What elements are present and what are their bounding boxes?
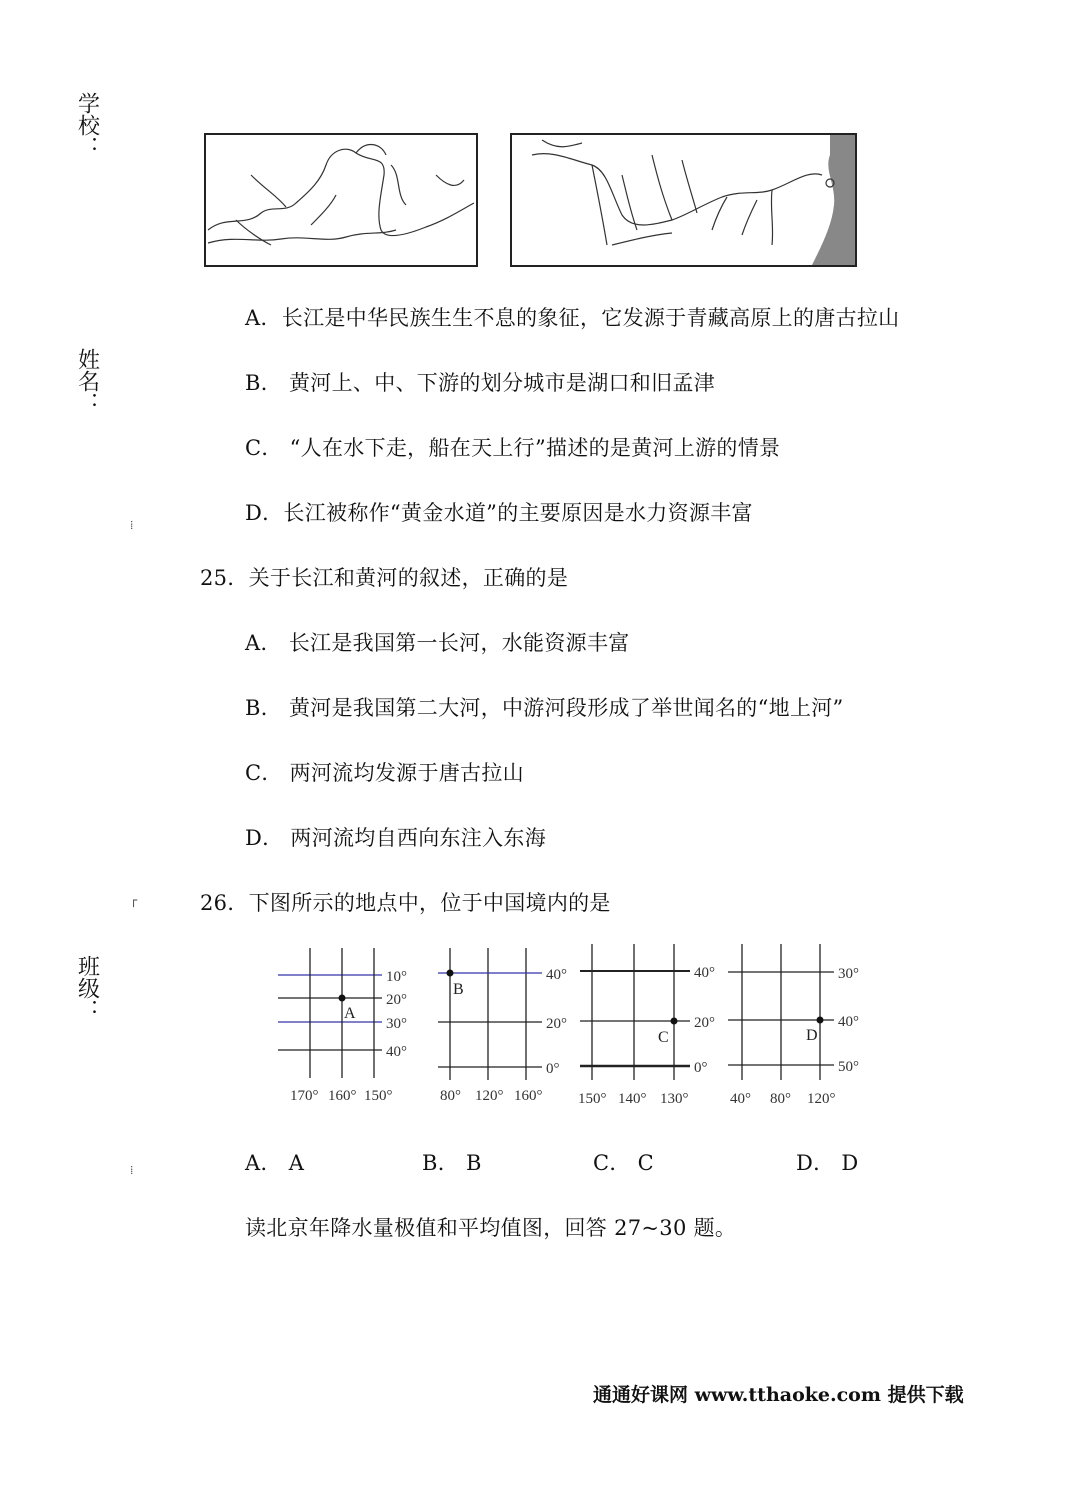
point-c-label: C xyxy=(658,1029,669,1046)
yangtze-river-map xyxy=(510,133,857,267)
q26-option-d: D． D xyxy=(796,1151,859,1175)
grid-b-lat: 20° xyxy=(546,1016,567,1032)
grid-a xyxy=(278,948,382,1078)
q24-option-c: C． “人在水下走，船在天上行”描述的是黄河上游的情景 xyxy=(245,436,781,460)
point-d-label: D xyxy=(806,1027,818,1044)
grid-b-lon: 80° xyxy=(440,1088,461,1104)
grid-a-lon: 160° xyxy=(328,1088,357,1104)
grid-b-lat: 0° xyxy=(546,1061,560,1077)
grid-c xyxy=(580,944,690,1080)
class-label: 班级： xyxy=(74,955,100,1021)
grid-a-lon: 150° xyxy=(364,1088,393,1104)
binding-mark: ┌ xyxy=(130,893,138,907)
q25-option-a: A． 长江是我国第一长河，水能资源丰富 xyxy=(245,631,630,655)
point-b-label: B xyxy=(453,981,464,998)
grid-c-lat: 40° xyxy=(694,965,715,981)
name-label: 姓名： xyxy=(74,348,100,414)
grid-d xyxy=(728,944,834,1080)
school-label: 学校： xyxy=(74,92,100,158)
point-a-marker xyxy=(339,995,346,1002)
grid-d-lon: 80° xyxy=(770,1091,791,1107)
point-a-label: A xyxy=(344,1005,356,1022)
q26-option-c: C． C xyxy=(593,1151,655,1175)
q24-option-a: A．长江是中华民族生生不息的象征，它发源于青藏高原上的唐古拉山 xyxy=(245,306,900,330)
q25-option-d: D． 两河流均自西向东注入东海 xyxy=(245,826,547,850)
binding-mark: ⁞ xyxy=(130,518,134,532)
grid-a-lat: 30° xyxy=(386,1016,407,1032)
q26-stem: 26．下图所示的地点中，位于中国境内的是 xyxy=(200,891,611,915)
grid-b-lat: 40° xyxy=(546,967,567,983)
grid-c-lon: 130° xyxy=(660,1091,689,1107)
grid-d-lon: 120° xyxy=(807,1091,836,1107)
q26-option-a: A． A xyxy=(245,1151,305,1175)
intro-27-30: 读北京年降水量极值和平均值图，回答 27~30 题。 xyxy=(245,1216,737,1240)
binding-mark: ⁞ xyxy=(130,1163,134,1177)
grid-c-lat: 20° xyxy=(694,1015,715,1031)
grid-a-lat: 10° xyxy=(386,969,407,985)
point-c-marker xyxy=(671,1018,678,1025)
point-d-marker xyxy=(817,1017,824,1024)
q25-option-b: B． 黄河是我国第二大河，中游河段形成了举世闻名的“地上河” xyxy=(245,696,844,720)
q25-stem: 25．关于长江和黄河的叙述，正确的是 xyxy=(200,566,569,590)
grid-c-lon: 140° xyxy=(618,1091,647,1107)
yellow-river-map xyxy=(204,133,478,267)
grid-a-lat: 40° xyxy=(386,1044,407,1060)
point-b-marker xyxy=(447,970,454,977)
lat-lon-grids xyxy=(270,940,880,1115)
grid-a-lat: 20° xyxy=(386,992,407,1008)
grid-b-lon: 120° xyxy=(475,1088,504,1104)
grid-a-lon: 170° xyxy=(290,1088,319,1104)
q25-option-c: C． 两河流均发源于唐古拉山 xyxy=(245,761,524,785)
grid-d-lat: 30° xyxy=(838,966,859,982)
grid-b-lon: 160° xyxy=(514,1088,543,1104)
q24-option-d: D．长江被称作“黄金水道”的主要原因是水力资源丰富 xyxy=(245,501,753,525)
grid-c-lon: 150° xyxy=(578,1091,607,1107)
q26-option-b: B． B xyxy=(422,1151,482,1175)
q24-option-b: B． 黄河上、中、下游的划分城市是湖口和旧孟津 xyxy=(245,371,716,395)
grid-b xyxy=(438,948,542,1080)
grid-d-lat: 40° xyxy=(838,1014,859,1030)
grid-d-lon: 40° xyxy=(730,1091,751,1107)
grid-c-lat: 0° xyxy=(694,1060,708,1076)
footer-source: 通通好课网 www.tthaoke.com 提供下载 xyxy=(593,1384,964,1406)
grid-d-lat: 50° xyxy=(838,1059,859,1075)
